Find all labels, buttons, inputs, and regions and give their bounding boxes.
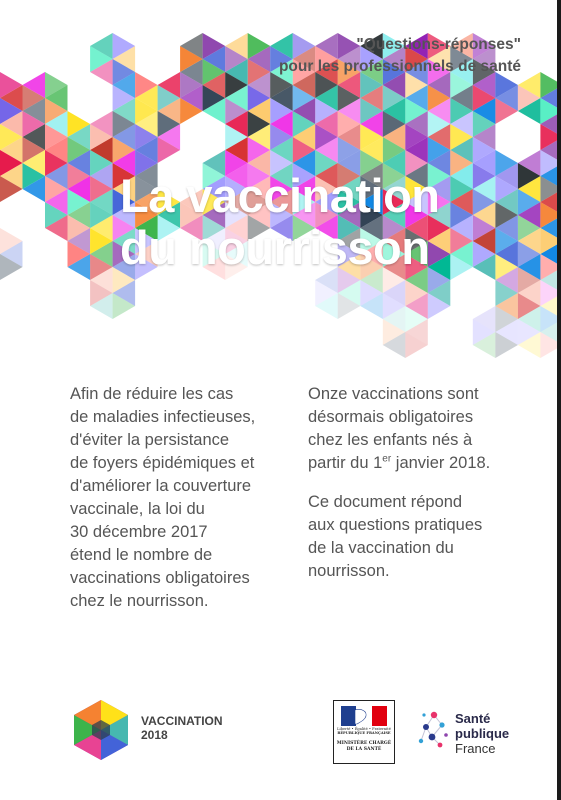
date-prefix: partir du 1 [308,454,383,472]
text-line: Ce document répond [308,493,463,511]
ministry-name-line-1: MINISTÈRE CHARGÉ [336,741,392,746]
text-line: chez les enfants nés à [308,431,473,449]
document-subtitle [279,34,521,78]
republic-motto: Liberté • Égalité • Fraternité [337,727,391,731]
text-line: aux questions pratiques [308,516,483,534]
text-line: 30 décembre 2017 [70,523,208,541]
text-line: désormais obligatoires [308,408,474,426]
ministry-logo [333,700,395,764]
text-line: étend le nombre de [70,546,213,564]
ordinal-superscript: er [382,453,392,465]
campaign-label-line-2: 2018 [141,728,168,742]
spf-line-2: publique [455,726,510,741]
ministry-name-line-2: DE LA SANTÉ [346,747,382,752]
subtitle-line-1: "Questions-réponses" [356,36,521,53]
text-line [308,452,523,475]
subtitle-line-2: pour les professionnels de santé [278,58,521,75]
text-line: d'améliorer la couverture [70,477,252,495]
sante-publique-france-logo-icon [418,705,452,755]
marianne-flag-icon [341,706,387,726]
text-line: Onze vaccinations sont [308,385,479,403]
ministry-name [336,741,392,753]
intro-right-column [308,383,523,599]
intro-left-column [70,383,285,629]
text-line: de foyers épidémiques et [70,454,255,472]
text-line: vaccinale, la loi du [70,500,205,518]
date-suffix: janvier 2018. [391,454,491,472]
republic-name: RÉPUBLIQUE FRANÇAISE [337,731,391,735]
vaccination-hexagon-logo [68,698,134,764]
title-line-2: du nourrisson [120,221,430,274]
obligations-paragraph [308,383,523,475]
text-line: chez le nourrisson. [70,592,209,610]
marianne-caption [336,727,392,735]
campaign-label [141,714,223,742]
spf-line-1: Santé [455,711,491,726]
document-title [120,170,440,274]
page-edge [557,0,561,800]
sante-publique-france-wordmark [455,711,509,756]
campaign-label-line-1: VACCINATION [141,714,223,728]
document-purpose-paragraph [308,491,523,583]
text-line: vaccinations obligatoires [70,569,250,587]
spf-line-3: France [455,741,496,756]
text-line: d'éviter la persistance [70,431,230,449]
text-line: Afin de réduire les cas [70,385,234,403]
text-line: de la vaccination du [308,539,454,557]
text-line: nourrisson. [308,562,390,580]
title-line-1: La vaccination [120,169,440,222]
text-line: de maladies infectieuses, [70,408,256,426]
intro-paragraph [70,383,285,613]
